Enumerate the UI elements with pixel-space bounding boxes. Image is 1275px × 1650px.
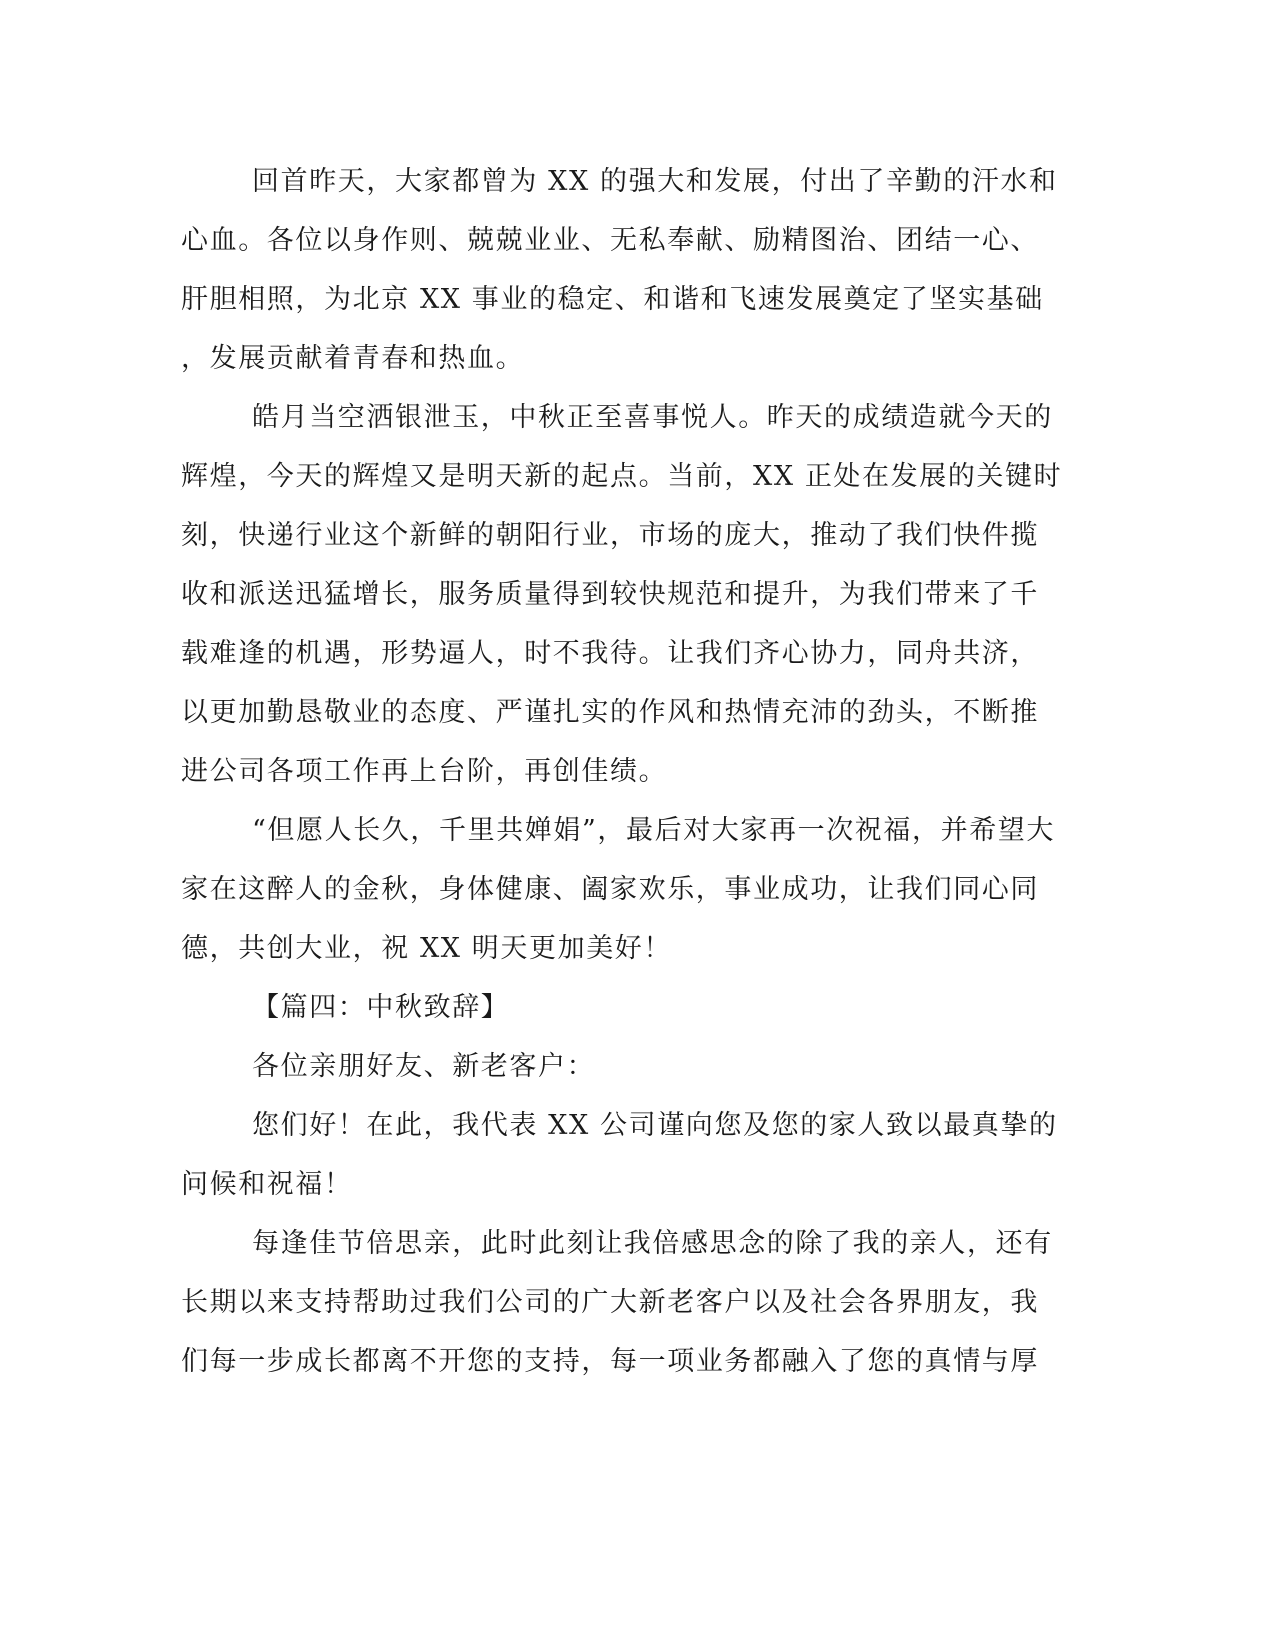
text-line: 进公司各项工作再上台阶，再创佳绩。 (181, 756, 668, 787)
text-line: 收和派送迅猛增长，服务质量得到较快规范和提升，为我们带来了千 (181, 579, 1039, 610)
text-line: 以更加勤恳敬业的态度、严谨扎实的作风和热情充沛的劲头，不断推 (181, 697, 1039, 728)
text-line: 德，共创大业，祝 XX 明天更加美好！ (181, 933, 673, 964)
text-line: 皓月当空洒银泄玉，中秋正至喜事悦人。昨天的成绩造就今天的 (252, 402, 1053, 433)
salutation: 各位亲朋好友、新老客户： (252, 1051, 596, 1082)
text-line: 长期以来支持帮助过我们公司的广大新老客户以及社会各界朋友，我 (181, 1287, 1039, 1318)
text-line: 您们好！在此，我代表 XX 公司谨向您及您的家人致以最真挚的 (252, 1110, 1058, 1141)
text-line: 载难逢的机遇，形势逼人，时不我待。让我们齐心协力，同舟共济， (181, 638, 1039, 669)
text-line: 们每一步成长都离不开您的支持，每一项业务都融入了您的真情与厚 (181, 1346, 1039, 1377)
text-line: 家在这醉人的金秋，身体健康、阖家欢乐，事业成功，让我们同心同 (181, 874, 1039, 905)
text-line: 每逢佳节倍思亲，此时此刻让我倍感思念的除了我的亲人，还有 (252, 1228, 1053, 1259)
text-line: 辉煌，今天的辉煌又是明天新的起点。当前，XX 正处在发展的关键时 (181, 461, 1063, 492)
text-line: ，发展贡献着青春和热血。 (181, 343, 525, 374)
text-line: 刻，快递行业这个新鲜的朝阳行业，市场的庞大，推动了我们快件揽 (181, 520, 1039, 551)
text-line: 肝胆相照，为北京 XX 事业的稳定、和谐和飞速发展奠定了坚实基础 (181, 284, 1044, 315)
text-line: 心血。各位以身作则、兢兢业业、无私奉献、励精图治、团结一心、 (181, 225, 1039, 256)
text-line: 回首昨天，大家都曾为 XX 的强大和发展，付出了辛勤的汗水和 (252, 166, 1058, 197)
text-line: “但愿人长久，千里共婵娟”，最后对大家再一次祝福，并希望大 (252, 815, 1056, 846)
text-line: 问候和祝福！ (181, 1169, 353, 1200)
section-heading: 【篇四：中秋致辞】 (252, 992, 510, 1023)
